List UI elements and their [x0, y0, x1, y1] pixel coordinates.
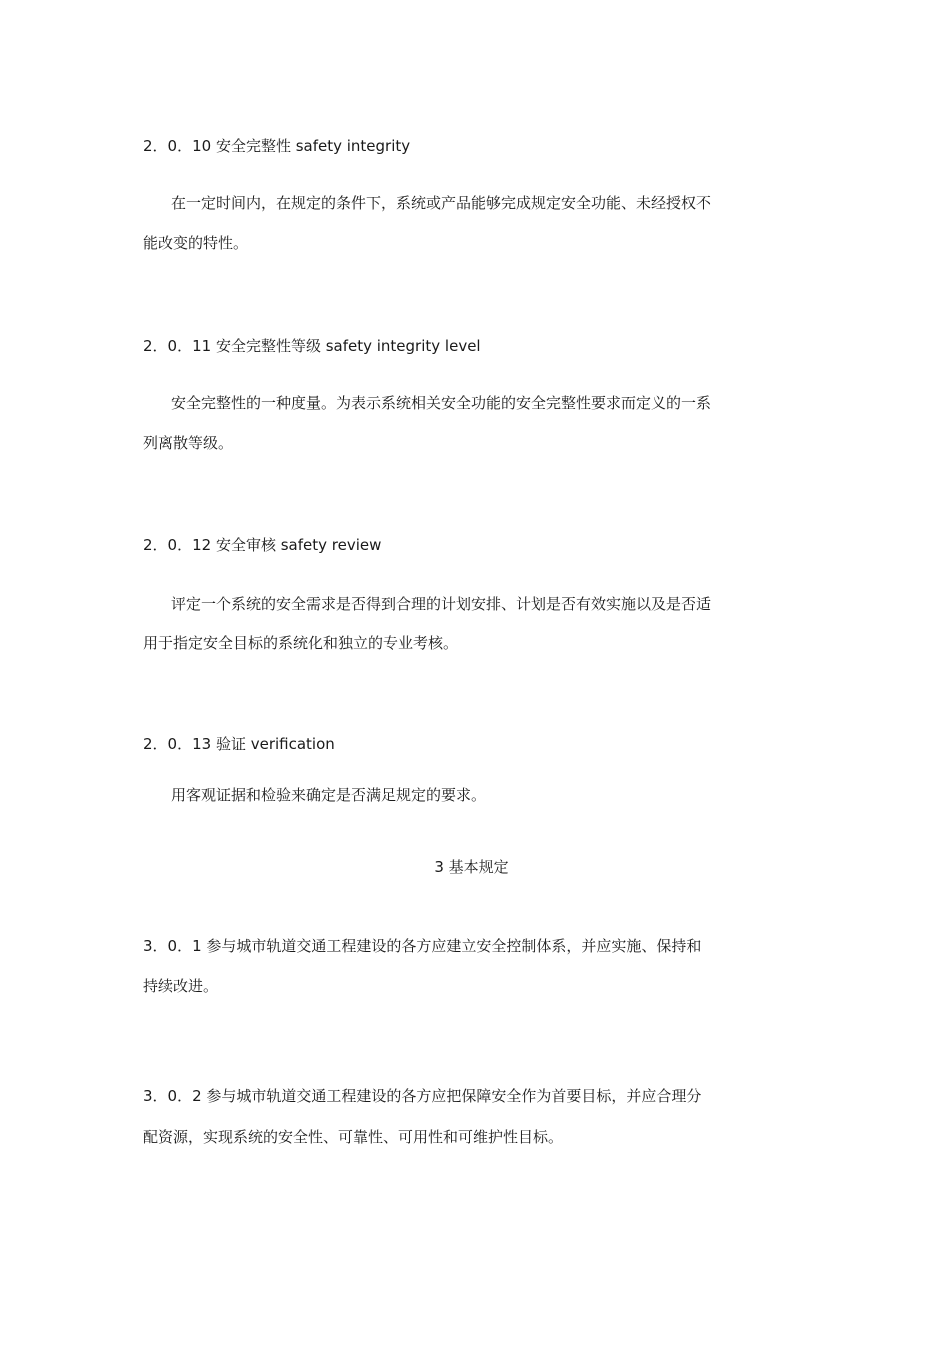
section-body-line: 评定一个系统的安全需求是否得到合理的计划安排、计划是否有效实施以及是否适 — [171, 595, 712, 613]
clause-line: 持续改进。 — [143, 977, 219, 995]
section-body-line: 用客观证据和检验来确定是否满足规定的要求。 — [171, 786, 487, 804]
section-body-line: 安全完整性的一种度量。为表示系统相关安全功能的安全完整性要求而定义的一系 — [171, 394, 712, 412]
section-heading: 2．0．13 验证 verification — [143, 735, 335, 753]
clause-line: 3．0．2 参与城市轨道交通工程建设的各方应把保障安全作为首要目标，并应合理分 — [143, 1087, 702, 1105]
clause-line: 3．0．1 参与城市轨道交通工程建设的各方应建立安全控制体系，并应实施、保持和 — [143, 937, 702, 955]
section-heading: 2．0．11 安全完整性等级 safety integrity level — [143, 337, 481, 355]
section-heading: 2．0．10 安全完整性 safety integrity — [143, 137, 411, 155]
section-heading: 2．0．12 安全审核 safety review — [143, 536, 382, 554]
chapter-title: 3 基本规定 — [434, 858, 509, 876]
section-body-line: 在一定时间内，在规定的条件下，系统或产品能够完成规定安全功能、未经授权不 — [171, 194, 712, 212]
section-body-line: 用于指定安全目标的系统化和独立的专业考核。 — [143, 634, 459, 652]
section-body-line: 能改变的特性。 — [143, 234, 249, 252]
clause-line: 配资源，实现系统的安全性、可靠性、可用性和可维护性目标。 — [143, 1128, 564, 1146]
section-body-line: 列离散等级。 — [143, 434, 234, 452]
